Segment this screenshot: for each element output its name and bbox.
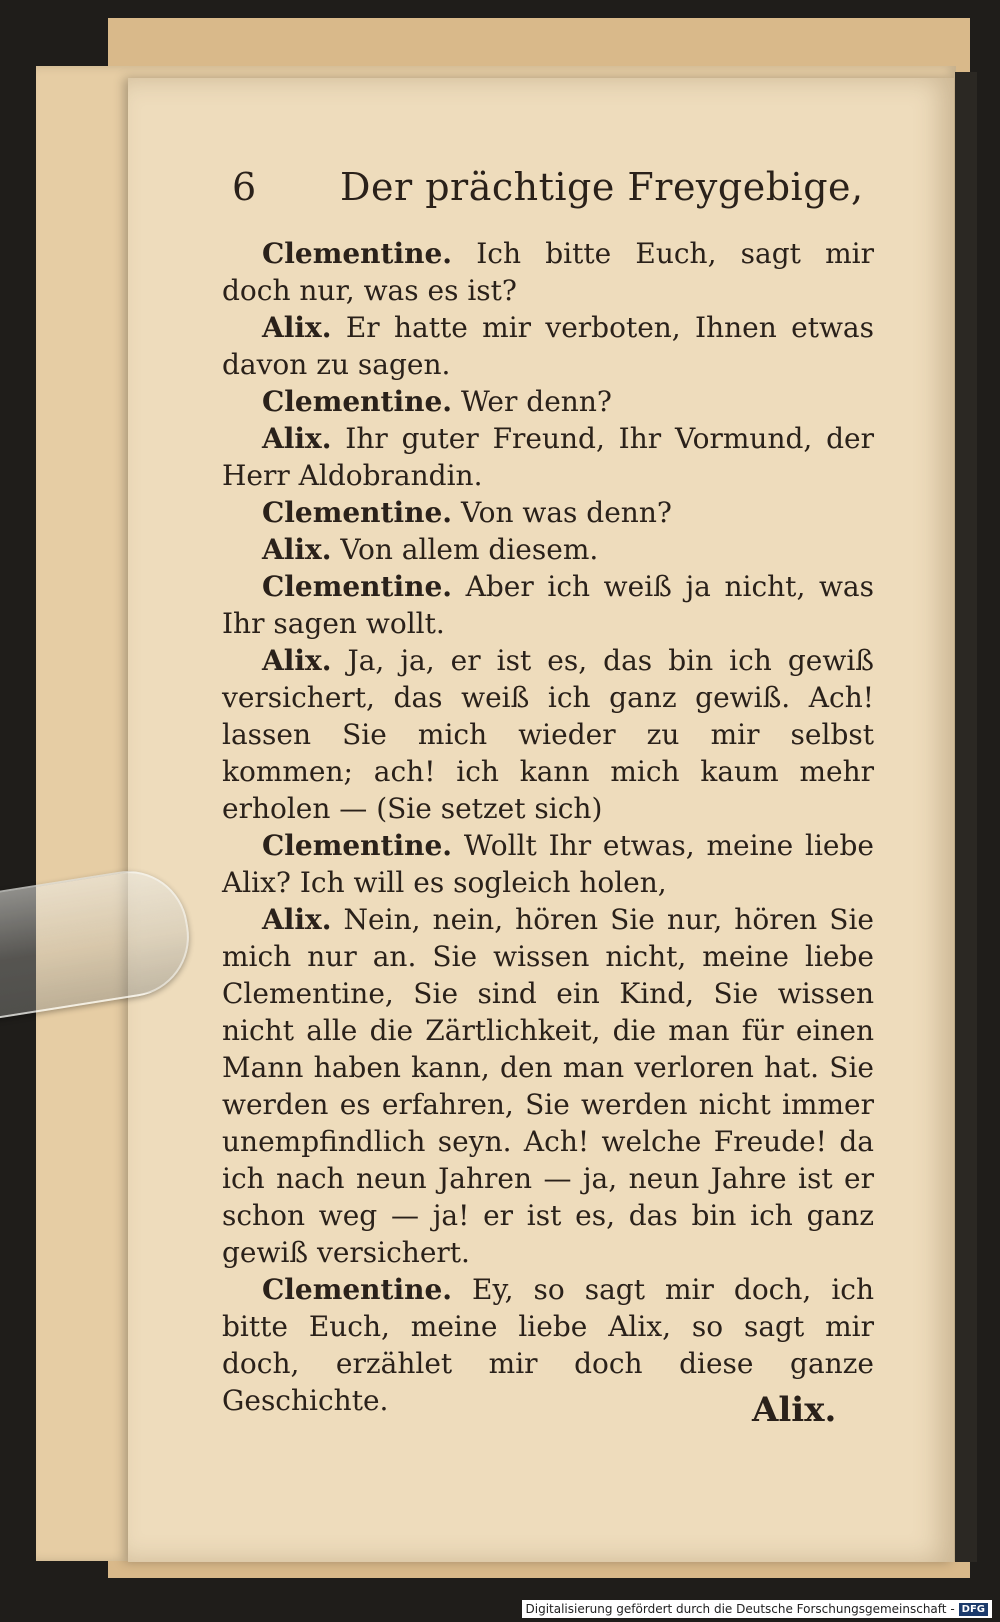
speaker-name: Clementine. [262,829,453,862]
catchword: Alix. [752,1390,837,1430]
speaker-name: Alix. [262,533,332,566]
dialogue-paragraph [222,827,874,901]
speaker-name: Alix. [262,644,332,677]
dialogue-paragraph [222,642,874,827]
speaker-name: Alix. [262,422,332,455]
dfg-logo-icon: DFG [959,1603,988,1616]
dialogue-text [222,235,874,1419]
page-number: 6 [232,165,257,209]
dialogue-paragraph [222,383,874,420]
speech-text: Von was denn? [460,496,672,529]
speaker-name: Alix. [262,311,332,344]
speaker-name: Clementine. [262,1273,453,1306]
speaker-name: Alix. [262,903,332,936]
speaker-name: Clementine. [262,237,453,270]
running-title: Der prächtige Freygebige, [340,165,864,209]
speech-text: Aber ich weiß ja nicht, was Ihr sagen wollt. [222,570,874,640]
dialogue-paragraph [222,235,874,309]
digitization-credit [522,1600,993,1618]
dialogue-paragraph [222,568,874,642]
dialogue-paragraph [222,309,874,383]
dialogue-paragraph [222,531,874,568]
speech-text: Ey, so sagt mir doch, ich bitte Euch, meine liebe Alix, so sagt mir doch, erzählet mir doch diese ganze Geschichte. [222,1273,874,1417]
speech-text: Er hatte mir verboten, Ihnen etwas davon zu sagen. [222,311,874,381]
dialogue-paragraph [222,494,874,531]
dialogue-paragraph [222,420,874,494]
speech-text: Wer denn? [460,385,612,418]
speaker-name: Clementine. [262,570,453,603]
speech-text: Ihr guter Freund, Ihr Vormund, der Herr Aldobrandin. [222,422,874,492]
speech-text: Von allem diesem. [340,533,599,566]
page-header [232,165,872,225]
speech-text: Ja, ja, er ist es, das bin ich gewiß versichert, das weiß ich ganz gewiß. Ach! lassen Sie mich wieder zu mir selbst kommen; ach! ich kann mich kaum mehr erholen — (Sie setzet sich) [222,644,874,825]
dialogue-paragraph [222,901,874,1271]
speaker-name: Clementine. [262,385,453,418]
speaker-name: Clementine. [262,496,453,529]
page-gutter-shadow [955,72,977,1562]
speech-text: Wollt Ihr etwas, meine liebe Alix? Ich will es sogleich holen, [222,829,874,899]
credit-text: Digitalisierung gefördert durch die Deutsche Forschungsgemeinschaft - [525,1602,955,1616]
speech-text: Ich bitte Euch, sagt mir doch nur, was es ist? [222,237,875,307]
speech-text: Nein, nein, hören Sie nur, hören Sie mich nur an. Sie wissen nicht, meine liebe Clementine, Sie sind ein Kind, Sie wissen nicht alle die Zärtlichkeit, die man für einen Mann haben kann, den man verloren hat. Sie werden es erfahren, Sie werden nicht immer unempfindlich seyn. Ach! welche Freude! da ich nach neun Jahren — ja, neun Jahre ist er schon weg — ja! er ist es, das bin ich ganz gewiß versichert. [222,903,874,1269]
